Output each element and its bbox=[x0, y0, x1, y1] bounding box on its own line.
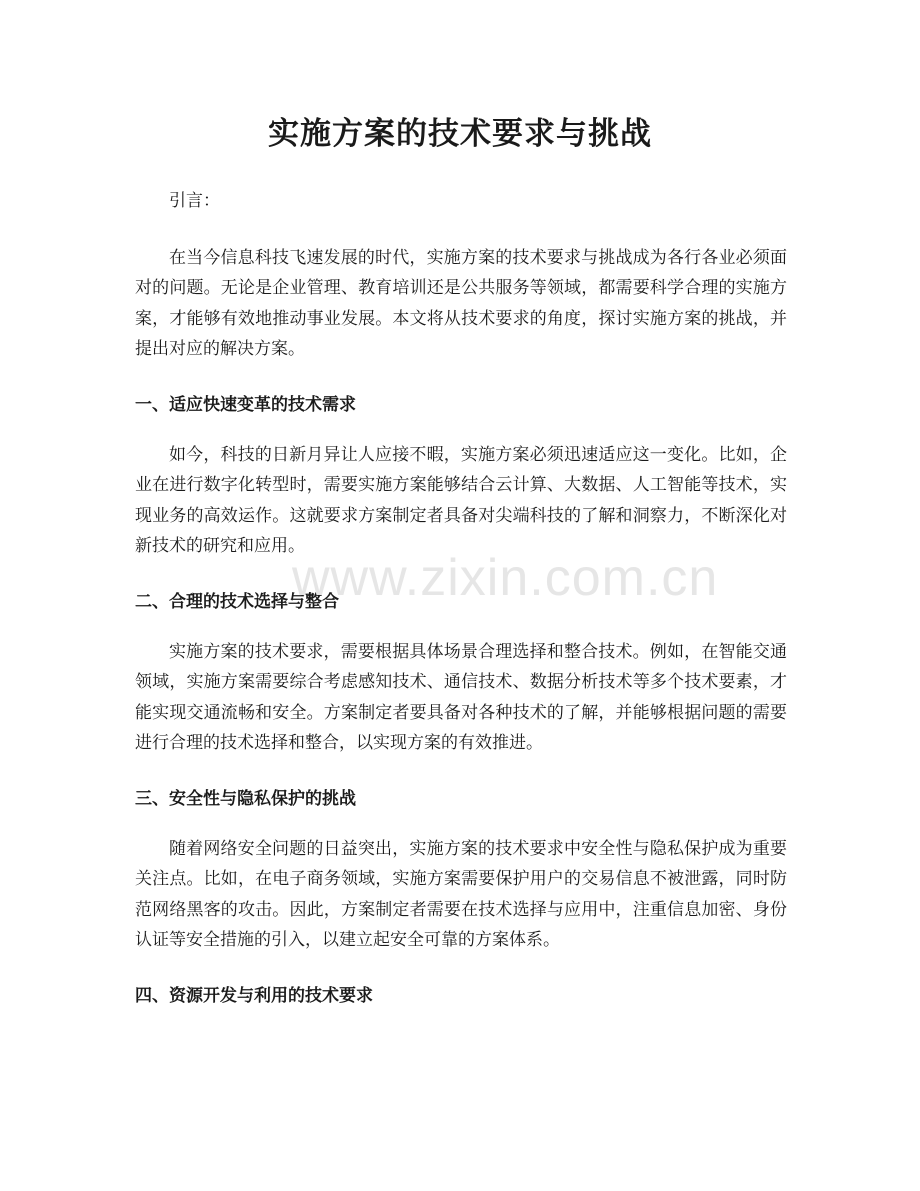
section-4-heading: 四、资源开发与利用的技术要求 bbox=[135, 985, 373, 1006]
section-1-heading: 一、适应快速变革的技术需求 bbox=[135, 394, 356, 415]
section-3-heading: 三、安全性与隐私保护的挑战 bbox=[135, 788, 356, 809]
intro-paragraph: 在当今信息科技飞速发展的时代，实施方案的技术要求与挑战成为各行各业必须面对的问题。无论是企业管理、教育培训还是公共服务等领域，都需要科学合理的实施方案，才能够有效地推动事业发展。本文将从技术要求的角度，探讨实施方案的挑战，并提出对应的解决方案。 bbox=[135, 247, 787, 359]
document-title: 实施方案的技术要求与挑战 bbox=[268, 116, 652, 152]
section-2-paragraph: 实施方案的技术要求，需要根据具体场景合理选择和整合技术。例如，在智能交通领域，实施方案需要综合考虑感知技术、通信技术、数据分析技术等多个技术要素，才能实现交通流畅和安全。方案制定者要具备对各种技术的了解，并能够根据问题的需要进行合理的技术选择和整合，以实现方案的有效推进。 bbox=[135, 641, 787, 753]
section-2-heading: 二、合理的技术选择与整合 bbox=[135, 591, 339, 612]
section-1-paragraph: 如今，科技的日新月异让人应接不暇，实施方案必须迅速适应这一变化。比如，企业在进行数字化转型时，需要实施方案能够结合云计算、大数据、人工智能等技术，实现业务的高效运作。这就要求方案制定者具备对尖端科技的了解和洞察力，不断深化对新技术的研究和应用。 bbox=[135, 444, 787, 556]
watermark-text: www.zixin.com.cn bbox=[292, 549, 719, 607]
intro-label: 引言： bbox=[169, 191, 220, 211]
document-body bbox=[135, 186, 787, 1031]
section-3-paragraph: 随着网络安全问题的日益突出，实施方案的技术要求中安全性与隐私保护成为重要关注点。比如，在电子商务领域，实施方案需要保护用户的交易信息不被泄露，同时防范网络黑客的攻击。因此，方案制定者需要在技术选择与应用中，注重信息加密、身份认证等安全措施的引入，以建立起安全可靠的方案体系。 bbox=[135, 838, 787, 950]
